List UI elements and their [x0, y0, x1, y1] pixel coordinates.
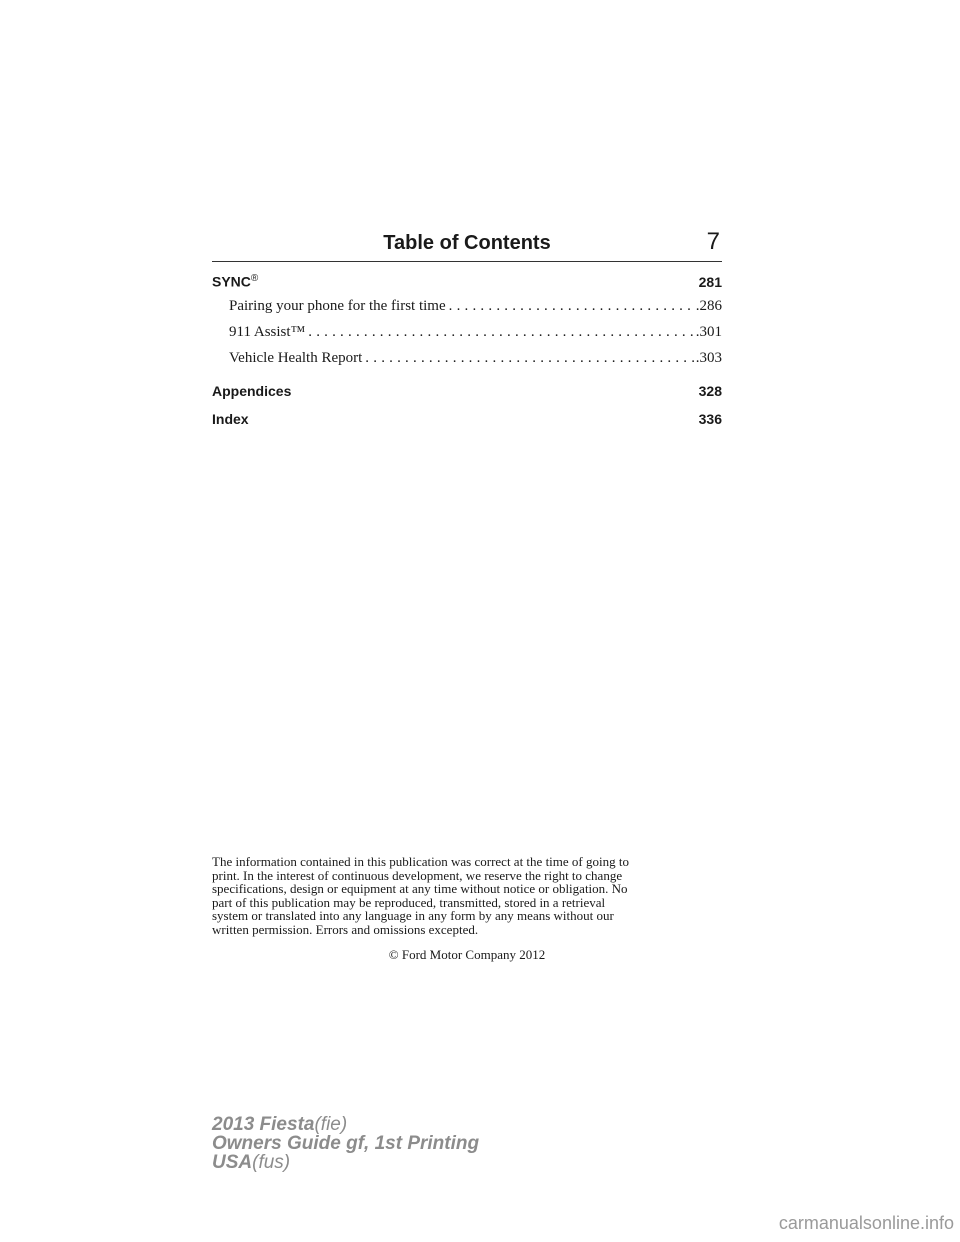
toc-section-title: Appendices: [212, 383, 292, 399]
table-of-contents: [212, 268, 722, 430]
toc-entry-vehicle-health-report[interactable]: [212, 348, 722, 374]
disclaimer-line: part of this publication may be reproduced, transmitted, stored in a retrieval: [212, 894, 606, 910]
toc-entry-pairing-phone[interactable]: [212, 296, 722, 322]
footer-market-line: USA(fus): [212, 1152, 291, 1173]
footer-guide-line: Owners Guide gf, 1st Printing: [212, 1133, 480, 1154]
toc-entry-page: .303: [695, 350, 722, 366]
legal-disclaimer: [212, 855, 722, 937]
footer-model-line: 2013 Fiesta(fie): [212, 1114, 348, 1135]
toc-section-page: 328: [698, 383, 722, 399]
leader-dots: [446, 296, 696, 316]
toc-entry-page: .301: [695, 324, 722, 340]
print-info-footer: [212, 1115, 479, 1172]
copyright-notice: © Ford Motor Company 2012: [388, 947, 546, 962]
toc-section-title: SYNC®: [212, 273, 259, 290]
leader-dots: [362, 348, 695, 368]
toc-entry-911-assist[interactable]: [212, 322, 722, 348]
leader-dots: [305, 322, 696, 342]
disclaimer-line: written permission. Errors and omissions excepted.: [212, 921, 479, 937]
toc-entry-label: Vehicle Health Report: [229, 350, 363, 366]
disclaimer-line: The information contained in this publication was correct at the time of going to: [212, 854, 629, 869]
page-header: [212, 229, 722, 262]
page-title: Table of Contents: [383, 232, 551, 254]
toc-entry-label: Pairing your phone for the first time: [229, 298, 446, 314]
toc-section-index[interactable]: [212, 408, 722, 430]
toc-entry-label: 911 Assist™: [229, 324, 306, 340]
toc-section-page: 336: [698, 411, 722, 427]
disclaimer-line: print. In the interest of continuous development, we reserve the right to change: [212, 867, 623, 883]
site-watermark: carmanualsonline.info: [778, 1213, 954, 1233]
toc-section-page: 281: [698, 273, 722, 290]
toc-section-sync[interactable]: [212, 268, 722, 290]
toc-entry-page: .286: [695, 298, 722, 314]
page-number: 7: [706, 228, 720, 255]
disclaimer-line: system or translated into any language in any form by any means without our: [212, 908, 614, 924]
disclaimer-line: specifications, design or equipment at any time without notice or obligation. No: [212, 881, 628, 897]
toc-section-appendices[interactable]: [212, 380, 722, 402]
toc-section-title: Index: [212, 411, 249, 427]
